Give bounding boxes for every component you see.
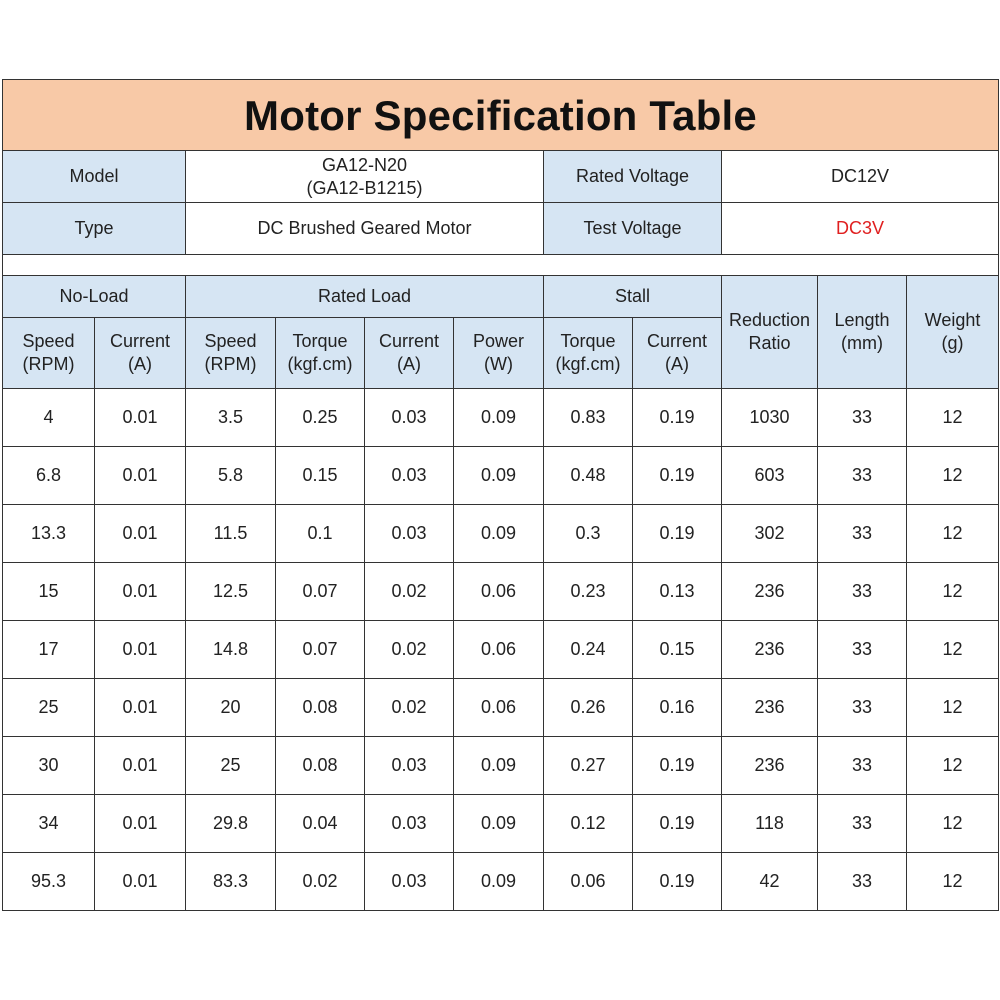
column-header-rated-power [454,318,544,389]
cell-reduction-ratio: 42 [722,853,818,911]
cell-rated-torque: 0.25 [276,389,365,447]
cell-stall-torque: 0.83 [544,389,633,447]
cell-weight: 12 [907,679,999,737]
cell-no-load-speed: 15 [3,563,95,621]
header-length-line2: (mm) [841,333,883,353]
cell-stall-torque: 0.12 [544,795,633,853]
cell-stall-current: 0.19 [633,853,722,911]
cell-weight: 12 [907,621,999,679]
cell-rated-speed: 83.3 [186,853,276,911]
cell-rated-power: 0.09 [454,853,544,911]
column-header-stall-current-line1: Current [646,331,708,351]
cell-weight: 12 [907,563,999,621]
cell-reduction-ratio: 236 [722,679,818,737]
table-row [3,679,999,737]
cell-rated-speed: 25 [186,737,276,795]
cell-stall-torque: 0.27 [544,737,633,795]
cell-stall-torque: 0.48 [544,447,633,505]
cell-rated-current: 0.03 [365,853,454,911]
table-row [3,795,999,853]
column-header-stall-current [633,318,722,389]
cell-rated-speed: 11.5 [186,505,276,563]
cell-stall-current: 0.19 [633,795,722,853]
table-row [3,621,999,679]
cell-stall-current: 0.16 [633,679,722,737]
table-row [3,505,999,563]
cell-rated-speed: 20 [186,679,276,737]
cell-rated-current: 0.03 [365,737,454,795]
table-row [3,737,999,795]
table-row [3,563,999,621]
cell-no-load-current: 0.01 [95,447,186,505]
cell-reduction-ratio: 1030 [722,389,818,447]
cell-no-load-current: 0.01 [95,389,186,447]
cell-length: 33 [818,853,907,911]
column-header-rated-current-line2: (A) [397,354,421,374]
model-value [186,151,544,203]
cell-no-load-current: 0.01 [95,505,186,563]
cell-rated-current: 0.03 [365,795,454,853]
cell-no-load-speed: 25 [3,679,95,737]
cell-no-load-speed: 4 [3,389,95,447]
cell-no-load-current: 0.01 [95,621,186,679]
column-header-rated-current [365,318,454,389]
cell-rated-torque: 0.07 [276,563,365,621]
type-value: DC Brushed Geared Motor [186,203,544,255]
column-header-rated-torque [276,318,365,389]
cell-reduction-ratio: 236 [722,621,818,679]
column-header-rated-current-line1: Current [378,331,440,351]
cell-rated-power: 0.09 [454,737,544,795]
cell-rated-torque: 0.07 [276,621,365,679]
cell-rated-torque: 0.15 [276,447,365,505]
cell-rated-speed: 29.8 [186,795,276,853]
rated-voltage-value: DC12V [722,151,999,203]
cell-rated-speed: 12.5 [186,563,276,621]
type-label: Type [3,203,186,255]
cell-rated-torque: 0.08 [276,679,365,737]
column-header-rated-speed-line2: (RPM) [204,354,257,374]
cell-rated-speed: 3.5 [186,389,276,447]
cell-rated-current: 0.03 [365,505,454,563]
cell-length: 33 [818,795,907,853]
cell-rated-torque: 0.02 [276,853,365,911]
cell-no-load-speed: 30 [3,737,95,795]
column-header-no-load-current-line2: (A) [128,354,152,374]
column-header-no-load-current [95,318,186,389]
cell-rated-torque: 0.1 [276,505,365,563]
model-value-line1: GA12-N20 [321,154,408,175]
cell-rated-current: 0.02 [365,679,454,737]
cell-rated-power: 0.09 [454,389,544,447]
cell-weight: 12 [907,447,999,505]
column-header-no-load-speed-line1: Speed [22,331,75,351]
cell-rated-torque: 0.04 [276,795,365,853]
cell-weight: 12 [907,795,999,853]
group-header-no-load: No-Load [3,276,186,318]
cell-length: 33 [818,505,907,563]
cell-rated-current: 0.02 [365,563,454,621]
column-header-stall-torque-line1: Torque [560,331,616,351]
table-row [3,389,999,447]
cell-rated-current: 0.02 [365,621,454,679]
column-header-stall-current-line2: (A) [665,354,689,374]
group-header-rated-load: Rated Load [186,276,544,318]
column-header-rated-speed-line1: Speed [204,331,257,351]
cell-stall-current: 0.15 [633,621,722,679]
test-voltage-value: DC3V [722,203,999,255]
cell-stall-torque: 0.23 [544,563,633,621]
cell-length: 33 [818,563,907,621]
cell-rated-current: 0.03 [365,389,454,447]
cell-weight: 12 [907,505,999,563]
column-header-no-load-speed-line2: (RPM) [22,354,75,374]
spacer-row [3,255,999,276]
cell-stall-torque: 0.24 [544,621,633,679]
column-header-rated-torque-line1: Torque [292,331,348,351]
cell-no-load-speed: 95.3 [3,853,95,911]
model-value-line2: (GA12-B1215) [306,177,423,198]
cell-rated-torque: 0.08 [276,737,365,795]
group-header-stall: Stall [544,276,722,318]
header-reduction-ratio [722,276,818,389]
column-header-no-load-speed [3,318,95,389]
cell-length: 33 [818,447,907,505]
column-header-stall-torque-line2: (kgf.cm) [555,354,621,374]
header-reduction-ratio-line2: Ratio [748,333,791,353]
cell-stall-torque: 0.26 [544,679,633,737]
cell-rated-power: 0.06 [454,621,544,679]
cell-reduction-ratio: 302 [722,505,818,563]
cell-length: 33 [818,621,907,679]
cell-length: 33 [818,389,907,447]
cell-stall-current: 0.19 [633,447,722,505]
cell-stall-current: 0.19 [633,737,722,795]
cell-rated-speed: 5.8 [186,447,276,505]
column-header-no-load-current-line1: Current [109,331,171,351]
cell-rated-current: 0.03 [365,447,454,505]
cell-rated-power: 0.06 [454,679,544,737]
cell-rated-speed: 14.8 [186,621,276,679]
cell-stall-torque: 0.06 [544,853,633,911]
cell-weight: 12 [907,853,999,911]
cell-stall-current: 0.13 [633,563,722,621]
header-weight [907,276,999,389]
table-row [3,853,999,911]
cell-no-load-current: 0.01 [95,853,186,911]
cell-stall-current: 0.19 [633,389,722,447]
cell-stall-torque: 0.3 [544,505,633,563]
column-header-rated-speed [186,318,276,389]
cell-no-load-current: 0.01 [95,679,186,737]
cell-no-load-speed: 6.8 [3,447,95,505]
header-weight-line2: (g) [941,333,964,353]
cell-no-load-speed: 17 [3,621,95,679]
cell-reduction-ratio: 236 [722,563,818,621]
cell-weight: 12 [907,737,999,795]
cell-no-load-speed: 34 [3,795,95,853]
cell-length: 33 [818,737,907,795]
cell-reduction-ratio: 603 [722,447,818,505]
motor-spec-table [2,79,999,911]
column-header-rated-power-line1: Power [472,331,525,351]
header-length-line1: Length [834,310,890,330]
cell-no-load-current: 0.01 [95,563,186,621]
cell-reduction-ratio: 118 [722,795,818,853]
cell-no-load-current: 0.01 [95,795,186,853]
cell-rated-power: 0.09 [454,795,544,853]
cell-no-load-current: 0.01 [95,737,186,795]
column-header-rated-torque-line2: (kgf.cm) [287,354,353,374]
column-header-stall-torque [544,318,633,389]
page-title: Motor Specification Table [3,80,999,151]
header-length [818,276,907,389]
cell-no-load-speed: 13.3 [3,505,95,563]
cell-stall-current: 0.19 [633,505,722,563]
cell-rated-power: 0.06 [454,563,544,621]
cell-rated-power: 0.09 [454,505,544,563]
cell-weight: 12 [907,389,999,447]
model-label: Model [3,151,186,203]
rated-voltage-label: Rated Voltage [544,151,722,203]
cell-length: 33 [818,679,907,737]
cell-reduction-ratio: 236 [722,737,818,795]
test-voltage-label: Test Voltage [544,203,722,255]
column-header-rated-power-line2: (W) [484,354,513,374]
header-reduction-ratio-line1: Reduction [728,310,811,330]
table-row [3,447,999,505]
cell-rated-power: 0.09 [454,447,544,505]
header-weight-line1: Weight [924,310,981,330]
